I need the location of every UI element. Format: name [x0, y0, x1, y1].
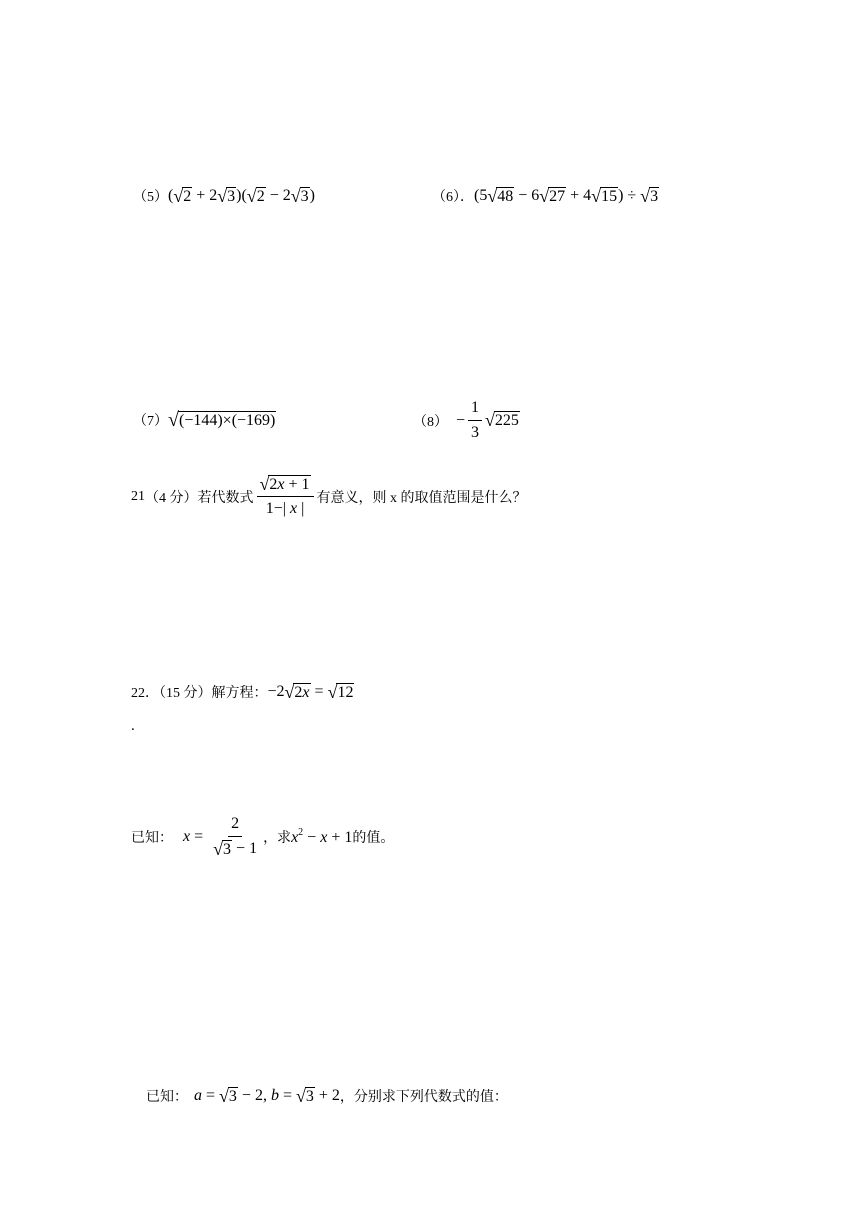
question-21-text: 有意义，则 x 的取值范围是什么？: [316, 490, 527, 506]
question-22: [131, 682, 354, 702]
question-24-suffix: ，分别求下列代数式的值：: [339, 1090, 508, 1105]
question-21-points: （4 分）若代数式: [145, 490, 254, 506]
problem-5-expression: ( √ 2 + 2 √ 3 )( √ 2 − 2 √ 3 ): [168, 185, 315, 206]
problem-8-expression: − $\frac{1}{3}$ √ 225: [456, 399, 519, 441]
problem-6-expression: (5 √ 48 − 6 √ 27 + 4 √ 15 ) ÷ √ 3: [474, 185, 659, 206]
question-22-dot: .: [131, 718, 135, 734]
question-24: [146, 1086, 508, 1106]
question-21-number: 21: [131, 488, 145, 504]
question-23-x-expression: x = 2 √ 3 − 1: [183, 815, 258, 859]
question-23-mid: ，求: [263, 830, 292, 846]
question-21: [131, 474, 527, 519]
question-22-prefix: 22．（15 分）解方程：: [131, 686, 268, 701]
question-21-expression: √ 2x + 1 1−| x |: [257, 474, 314, 519]
question-22-expression: −2 √ 2x = √ 12: [267, 681, 354, 702]
problem-6: [432, 186, 659, 206]
question-23-target-expression: $x^2 - x + 1$: [291, 826, 353, 846]
problem-8-label: （8）: [413, 414, 448, 430]
problem-5-label: （5）: [133, 190, 168, 205]
problem-7: [133, 410, 276, 430]
question-23-suffix: 的值。: [352, 830, 395, 846]
question-23: [131, 814, 394, 859]
question-24-expression: a = √ 3 − 2, b = √ 3 + 2: [194, 1085, 340, 1106]
problem-8: [413, 398, 520, 443]
question-23-prefix: 已知：: [131, 830, 173, 846]
problem-5: [133, 186, 315, 206]
problem-7-label: （7）: [133, 414, 168, 429]
question-24-prefix: 已知：: [146, 1090, 188, 1105]
problem-7-expression: √ (−144)×(−169): [168, 408, 276, 431]
problem-6-label: （6）．: [432, 190, 474, 205]
